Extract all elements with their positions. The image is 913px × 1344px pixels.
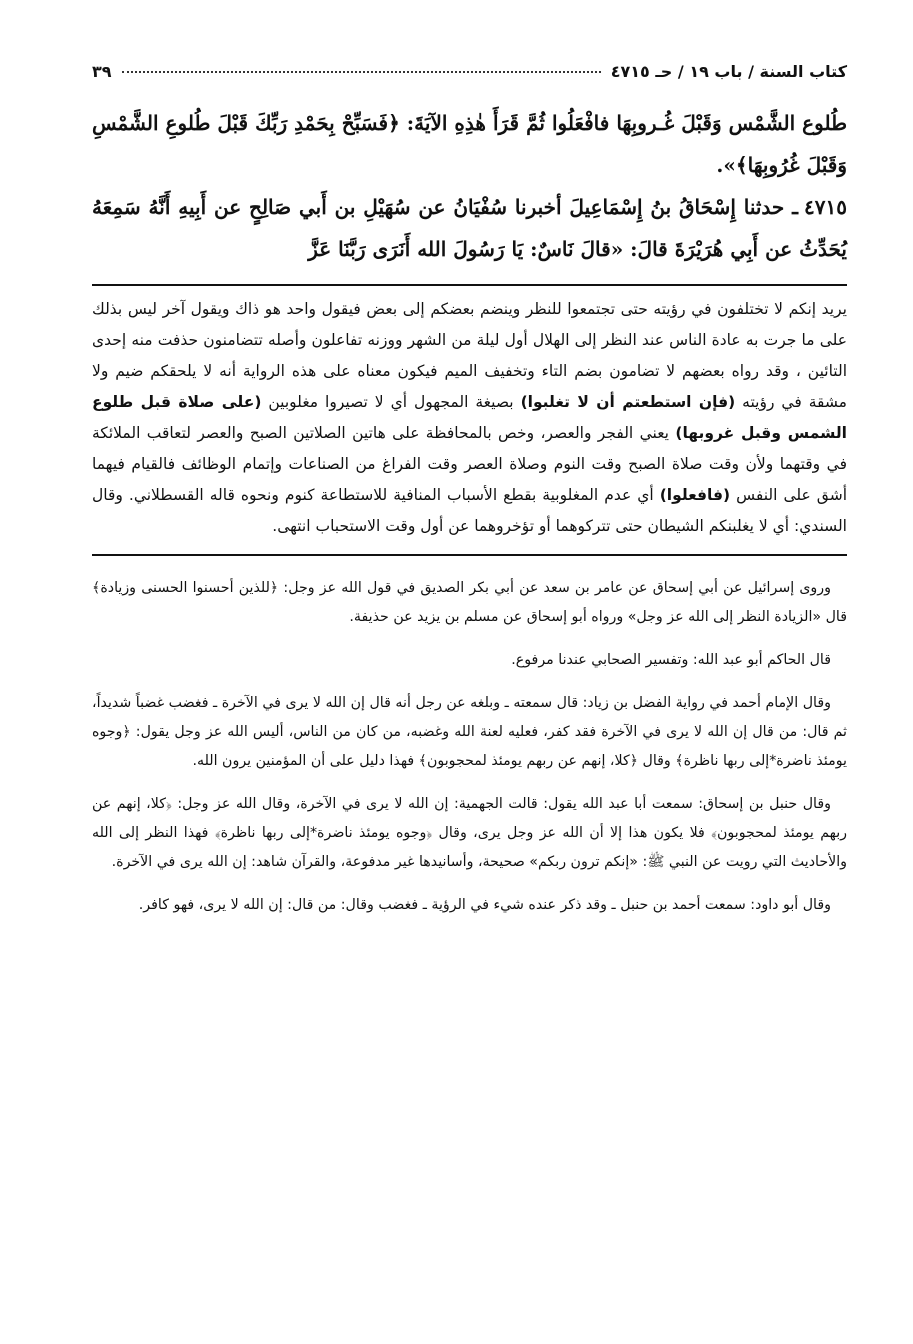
commentary-quote-2: (على صلاة قبل طلوع الشمس وقبل غروبها) xyxy=(92,393,847,442)
page-number: ٣٩ xyxy=(92,62,112,81)
footnote-paragraph: قال الحاكم أبو عبد الله: وتفسير الصحابي عندنا مرفوع. xyxy=(511,652,831,668)
footnote-paragraph: وروى إسرائيل عن أبي إسحاق عن عامر بن سعد عن أبي بكر الصديق في قول الله عز وجل: ﴿للذين أحسنوا الحسنى وزيادة﴾ قال «الزيادة النظر إلى الله عز وجل» ورواه أبو إسحاق عن مسلم بن يزيد عن حذيفة. xyxy=(92,580,847,625)
commentary-quote-3: (فافعلوا) xyxy=(659,486,731,504)
commentary-text-2: بصيغة المجهول أي لا تصيروا مغلوبين xyxy=(261,393,521,411)
hadith-number: ٤٧١٥ xyxy=(804,195,847,219)
footnote-divider xyxy=(92,554,847,556)
book-page xyxy=(92,62,847,1322)
commentary-text-1: يريد إنكم لا تختلفون في رؤيته حتى تجتمعوا للنظر وينضم بعضكم إلى بعض فيقول واحد هو ذاك ويقول آخر ليس بذلك على ما جرت به عادة الناس عند النظر إلى الهلال أول ليلة من الشهر ووزنه تفاعلون وأصله تتضامنون حذفت منه إحدى التائين ، وقد رواه بعضهم لا تضامون بضم التاء وتخفيف الميم فيكون معناه على هذه الرواية أنه لا يلحقكم ضيم ولا مشقة في رؤيته xyxy=(92,300,847,411)
commentary-quote-1: (فإن استطعتم أن لا تغلبوا) xyxy=(520,393,736,411)
hadith-body: ـ حدثنا إِسْحَاقُ بنُ إِسْمَاعِيلَ أخبرنا سُفْيَانُ عن سُهَيْلِ بن أَبي صَالِحٍ عن أَبِيهِ أَنَّهُ سَمِعَهُ يُحَدِّثُ عن أَبِي هُرَيْرَةَ قالَ: «قالَ نَاسٌ: يَا رَسُولَ الله أَنَرَى رَبَّنَا عَزَّ xyxy=(92,195,847,261)
hadith-entry xyxy=(92,186,847,270)
hadith-text-block xyxy=(92,102,847,270)
commentary-paragraph xyxy=(92,294,847,542)
footnote-paragraph: وقال أبو داود: سمعت أحمد بن حنبل ـ وقد ذكر عنده شيء في الرؤية ـ فغضب وقال: من قال: إن الله لا يرى، فهو كافر. xyxy=(138,897,831,913)
footnote-paragraph: وقال حنبل بن إسحاق: سمعت أبا عبد الله يقول: قالت الجهمية: إن الله لا يرى في الآخرة، وقال الله عز وجل: ﴿كلا، إنهم عن ربهم يومئذ لمحجوبون﴾ فلا يكون هذا إلا أن الله عز وجل يرى، وقال ﴿وجوه يومئذ ناضرة*إلى ربها ناظرة﴾ فهذا النظر إلى الله والأحاديث التي رويت عن النبي ﷺ: «إنكم ترون ربكم» صحيحة، وأسانيدها غير مدفوعة، والقرآن شاهد: إن الله يرى في الآخرة. xyxy=(92,796,847,870)
section-divider xyxy=(92,284,847,286)
header-dotted-leader xyxy=(122,71,601,73)
page-header xyxy=(92,62,847,98)
hadith-continuation: طُلوع الشَّمْس وَقَبْلَ غُـروبِهَا فافْعَلُوا ثُمَّ قَرَأَ هٰذِهِ الآيَةَ: ﴿فَسَبِّحْ بِحَمْدِ رَبِّكَ قَبْلَ طُلوعِ الشَّمْسِ وَقَبْلَ غُرُوبِهَا﴾». xyxy=(92,111,847,177)
footnotes-block xyxy=(92,574,847,920)
footnote-paragraph: وقال الإمام أحمد في رواية الفضل بن زياد: قال سمعته ـ وبلغه عن رجل أنه قال إن الله لا يرى في الآخرة ـ فغضب غضباً شديداً، ثم قال: من قال إن الله لا يرى في الآخرة فقد كفر، فعليه لعنة الله وغضبه، من كان من الناس، أليس الله عز وجل يقول: ﴿وجوه يومئذ ناضرة*إلى ربها ناظرة﴾ وقال ﴿كلا، إنهم عن ربهم يومئذ لمحجوبون﴾ فهذا دليل على أن المؤمنين يرون الله. xyxy=(92,695,847,769)
running-title: كتاب السنة / باب ١٩ / حـ ٤٧١٥ xyxy=(610,62,847,81)
commentary-text-3: يعني الفجر والعصر، وخص بالمحافظة على هاتين الصلاتين الصبح والعصر لتعاقب الملائكة في وقتهما ولأن وقت صلاة الصبح وقت النوم وصلاة العصر وقت الفراغ من الصناعات وإتمام الوظائف فالقيام فيهما أشق على النفس xyxy=(92,424,847,504)
commentary-text-4: أي عدم المغلوبية بقطع الأسباب المنافية للاستطاعة كنوم ونحوه قاله القسطلاني. وقال السندي: أي لا يغلبنكم الشيطان حتى تتركوهما أو تؤخروهما عن أول وقت الاستحباب انتهى. xyxy=(92,486,847,535)
